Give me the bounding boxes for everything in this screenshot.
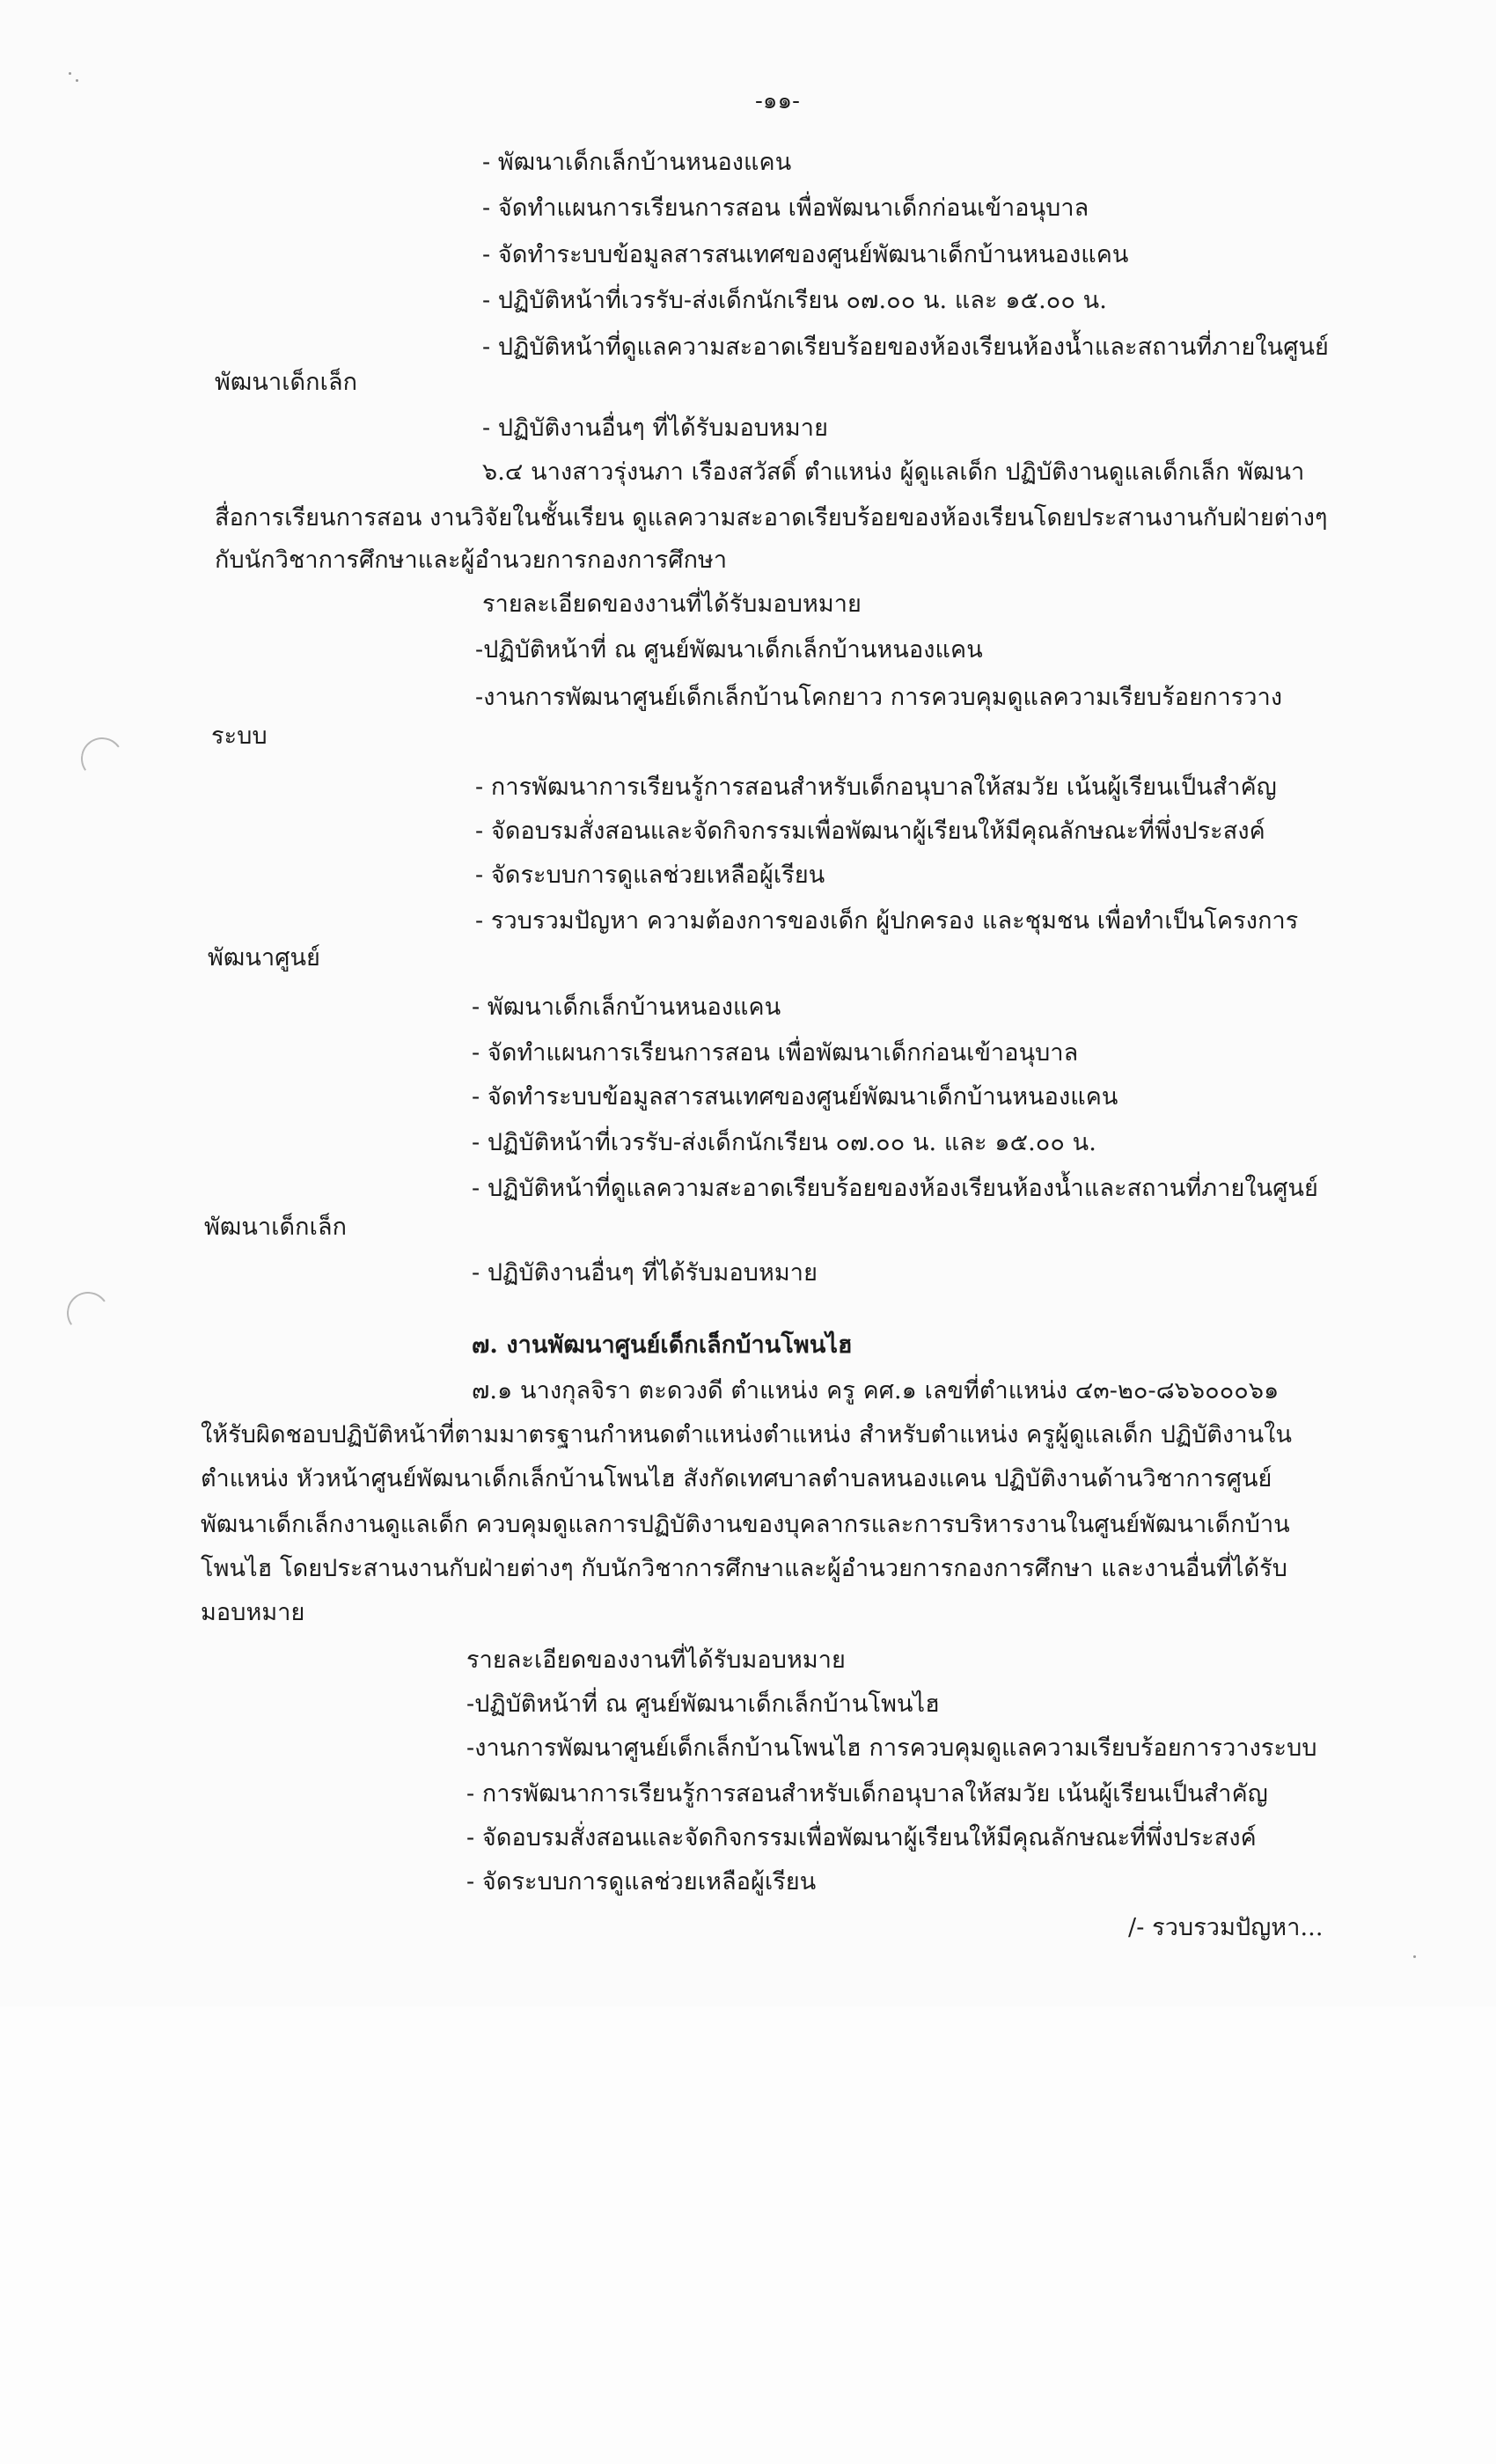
text-line: -งานการพัฒนาศูนย์เด็กเล็กบ้านโคกยาว การควบคุมดูแลความเรียบร้อยการวาง [475,684,1283,711]
text-line: -งานการพัฒนาศูนย์เด็กเล็กบ้านโพนไฮ การควบคุมดูแลความเรียบร้อยการวางระบบ [466,1734,1317,1762]
text-line: - รวบรวมปัญหา ความต้องการของเด็ก ผู้ปกครอง และชุมชน เพื่อทำเป็นโครงการ [475,907,1299,935]
text-line: พัฒนาเด็กเล็ก [215,369,358,396]
text-line: - ปฏิบัติหน้าที่เวรรับ-ส่งเด็กนักเรียน ๐๗.๐๐ น. และ ๑๕.๐๐ น. [482,287,1107,314]
text-line: - ปฏิบัติหน้าที่ดูแลความสะอาดเรียบร้อยของห้องเรียนห้องน้ำและสถานที่ภายในศูนย์ [472,1175,1318,1202]
text-line: - พัฒนาเด็กเล็กบ้านหนองแคน [482,149,792,176]
text-line: - จัดทำแผนการเรียนการสอน เพื่อพัฒนาเด็กก่อนเข้าอนุบาล [472,1039,1079,1067]
text-line: กับนักวิชาการศึกษาและผู้อำนวยการกองการศึกษา [215,546,728,574]
text-line: - จัดอบรมสั่งสอนและจัดกิจกรรมเพื่อพัฒนาผู้เรียนให้มีคุณลักษณะที่พึ่งประสงค์ [475,818,1265,845]
text-line: -ปฏิบัติหน้าที่ ณ ศูนย์พัฒนาเด็กเล็กบ้านโพนไฮ [466,1690,940,1718]
text-line: -ปฏิบัติหน้าที่ ณ ศูนย์พัฒนาเด็กเล็กบ้านหนองแคน [475,636,983,664]
text-line: ๖.๔ นางสาวรุ่งนภา เรืองสวัสดิ์ ตำแหน่ง ผู้ดูแลเด็ก ปฏิบัติงานดูแลเด็กเล็ก พัฒนา [482,458,1305,486]
text-line: มอบหมาย [201,1599,305,1626]
text-line: พัฒนาเด็กเล็ก [204,1214,348,1241]
text-line: รายละเอียดของงานที่ได้รับมอบหมาย [482,590,862,618]
text-line: ๗.๑ นางกุลจิรา ตะดวงดี ตำแหน่ง ครู คศ.๑ เลขที่ตำแหน่ง ๔๓-๒๐-๘๖๖๐๐๐๖๑ [472,1377,1280,1404]
text-line: พัฒนาเด็กเล็กงานดูแลเด็ก ควบคุมดูแลการปฏิบัติงานของบุคลากรและการบริหารงานในศูนย์พัฒนาเด็กบ้าน [201,1511,1290,1538]
text-line: ตำแหน่ง หัวหน้าศูนย์พัฒนาเด็กเล็กบ้านโพนไฮ สังกัดเทศบาลตำบลหนองแคน ปฏิบัติงานด้านวิชาการศูนย์ [201,1465,1272,1492]
text-line: - ปฏิบัติหน้าที่เวรรับ-ส่งเด็กนักเรียน ๐๗.๐๐ น. และ ๑๕.๐๐ น. [472,1129,1096,1156]
text-line: โพนไฮ โดยประสานงานกับฝ่ายต่างๆ กับนักวิชาการศึกษาและผู้อำนวยการกองการศึกษา และงานอื่นที่ได้รับ [201,1555,1287,1582]
text-line: - จัดระบบการดูแลช่วยเหลือผู้เรียน [475,862,825,889]
text-line: - ปฏิบัติงานอื่นๆ ที่ได้รับมอบหมาย [472,1259,818,1287]
text-line: - ปฏิบัติหน้าที่ดูแลความสะอาดเรียบร้อยของห้องเรียนห้องน้ำและสถานที่ภายในศูนย์ [482,334,1329,361]
text-line: - การพัฒนาการเรียนรู้การสอนสำหรับเด็กอนุบาลให้สมวัย เน้นผู้เรียนเป็นสำคัญ [475,774,1277,801]
text-line: - การพัฒนาการเรียนรู้การสอนสำหรับเด็กอนุบาลให้สมวัย เน้นผู้เรียนเป็นสำคัญ [466,1780,1268,1808]
continuation-note: /- รวบรวมปัญหา... [1128,1914,1324,1941]
text-line: สื่อการเรียนการสอน งานวิจัยในชั้นเรียน ดูแลความสะอาดเรียบร้อยของห้องเรียนโดยประสานงานกับฝ่ายต่างๆ [215,504,1328,532]
section-heading: ๗. งานพัฒนาศูนย์เด็กเล็กบ้านโพนไฮ [472,1331,853,1359]
text-line: ระบบ [211,722,268,750]
text-line: ให้รับผิดชอบปฏิบัติหน้าที่ตามมาตรฐานกำหนดตำแหน่งตำแหน่ง สำหรับตำแหน่ง ครูผู้ดูแลเด็ก ปฏิบัติงานใน [201,1421,1293,1448]
text-line: - ปฏิบัติงานอื่นๆ ที่ได้รับมอบหมาย [482,414,828,442]
text-line: - จัดทำระบบข้อมูลสารสนเทศของศูนย์พัฒนาเด็กบ้านหนองแคน [482,241,1129,268]
text-line: พัฒนาศูนย์ [208,944,320,972]
text-line: - จัดทำระบบข้อมูลสารสนเทศของศูนย์พัฒนาเด็กบ้านหนองแคน [472,1083,1118,1111]
scan-speck [69,72,71,75]
text-line: - จัดอบรมสั่งสอนและจัดกิจกรรมเพื่อพัฒนาผู้เรียนให้มีคุณลักษณะที่พึ่งประสงค์ [466,1824,1257,1852]
text-line: - พัฒนาเด็กเล็กบ้านหนองแคน [472,994,781,1021]
text-line: - จัดระบบการดูแลช่วยเหลือผู้เรียน [466,1868,817,1896]
text-line: - จัดทำแผนการเรียนการสอน เพื่อพัฒนาเด็กก่อนเข้าอนุบาล [482,194,1089,222]
scan-speck [76,79,78,82]
scan-speck [1413,1955,1416,1958]
page-number: -๑๑- [755,88,800,114]
text-line: รายละเอียดของงานที่ได้รับมอบหมาย [466,1646,846,1674]
